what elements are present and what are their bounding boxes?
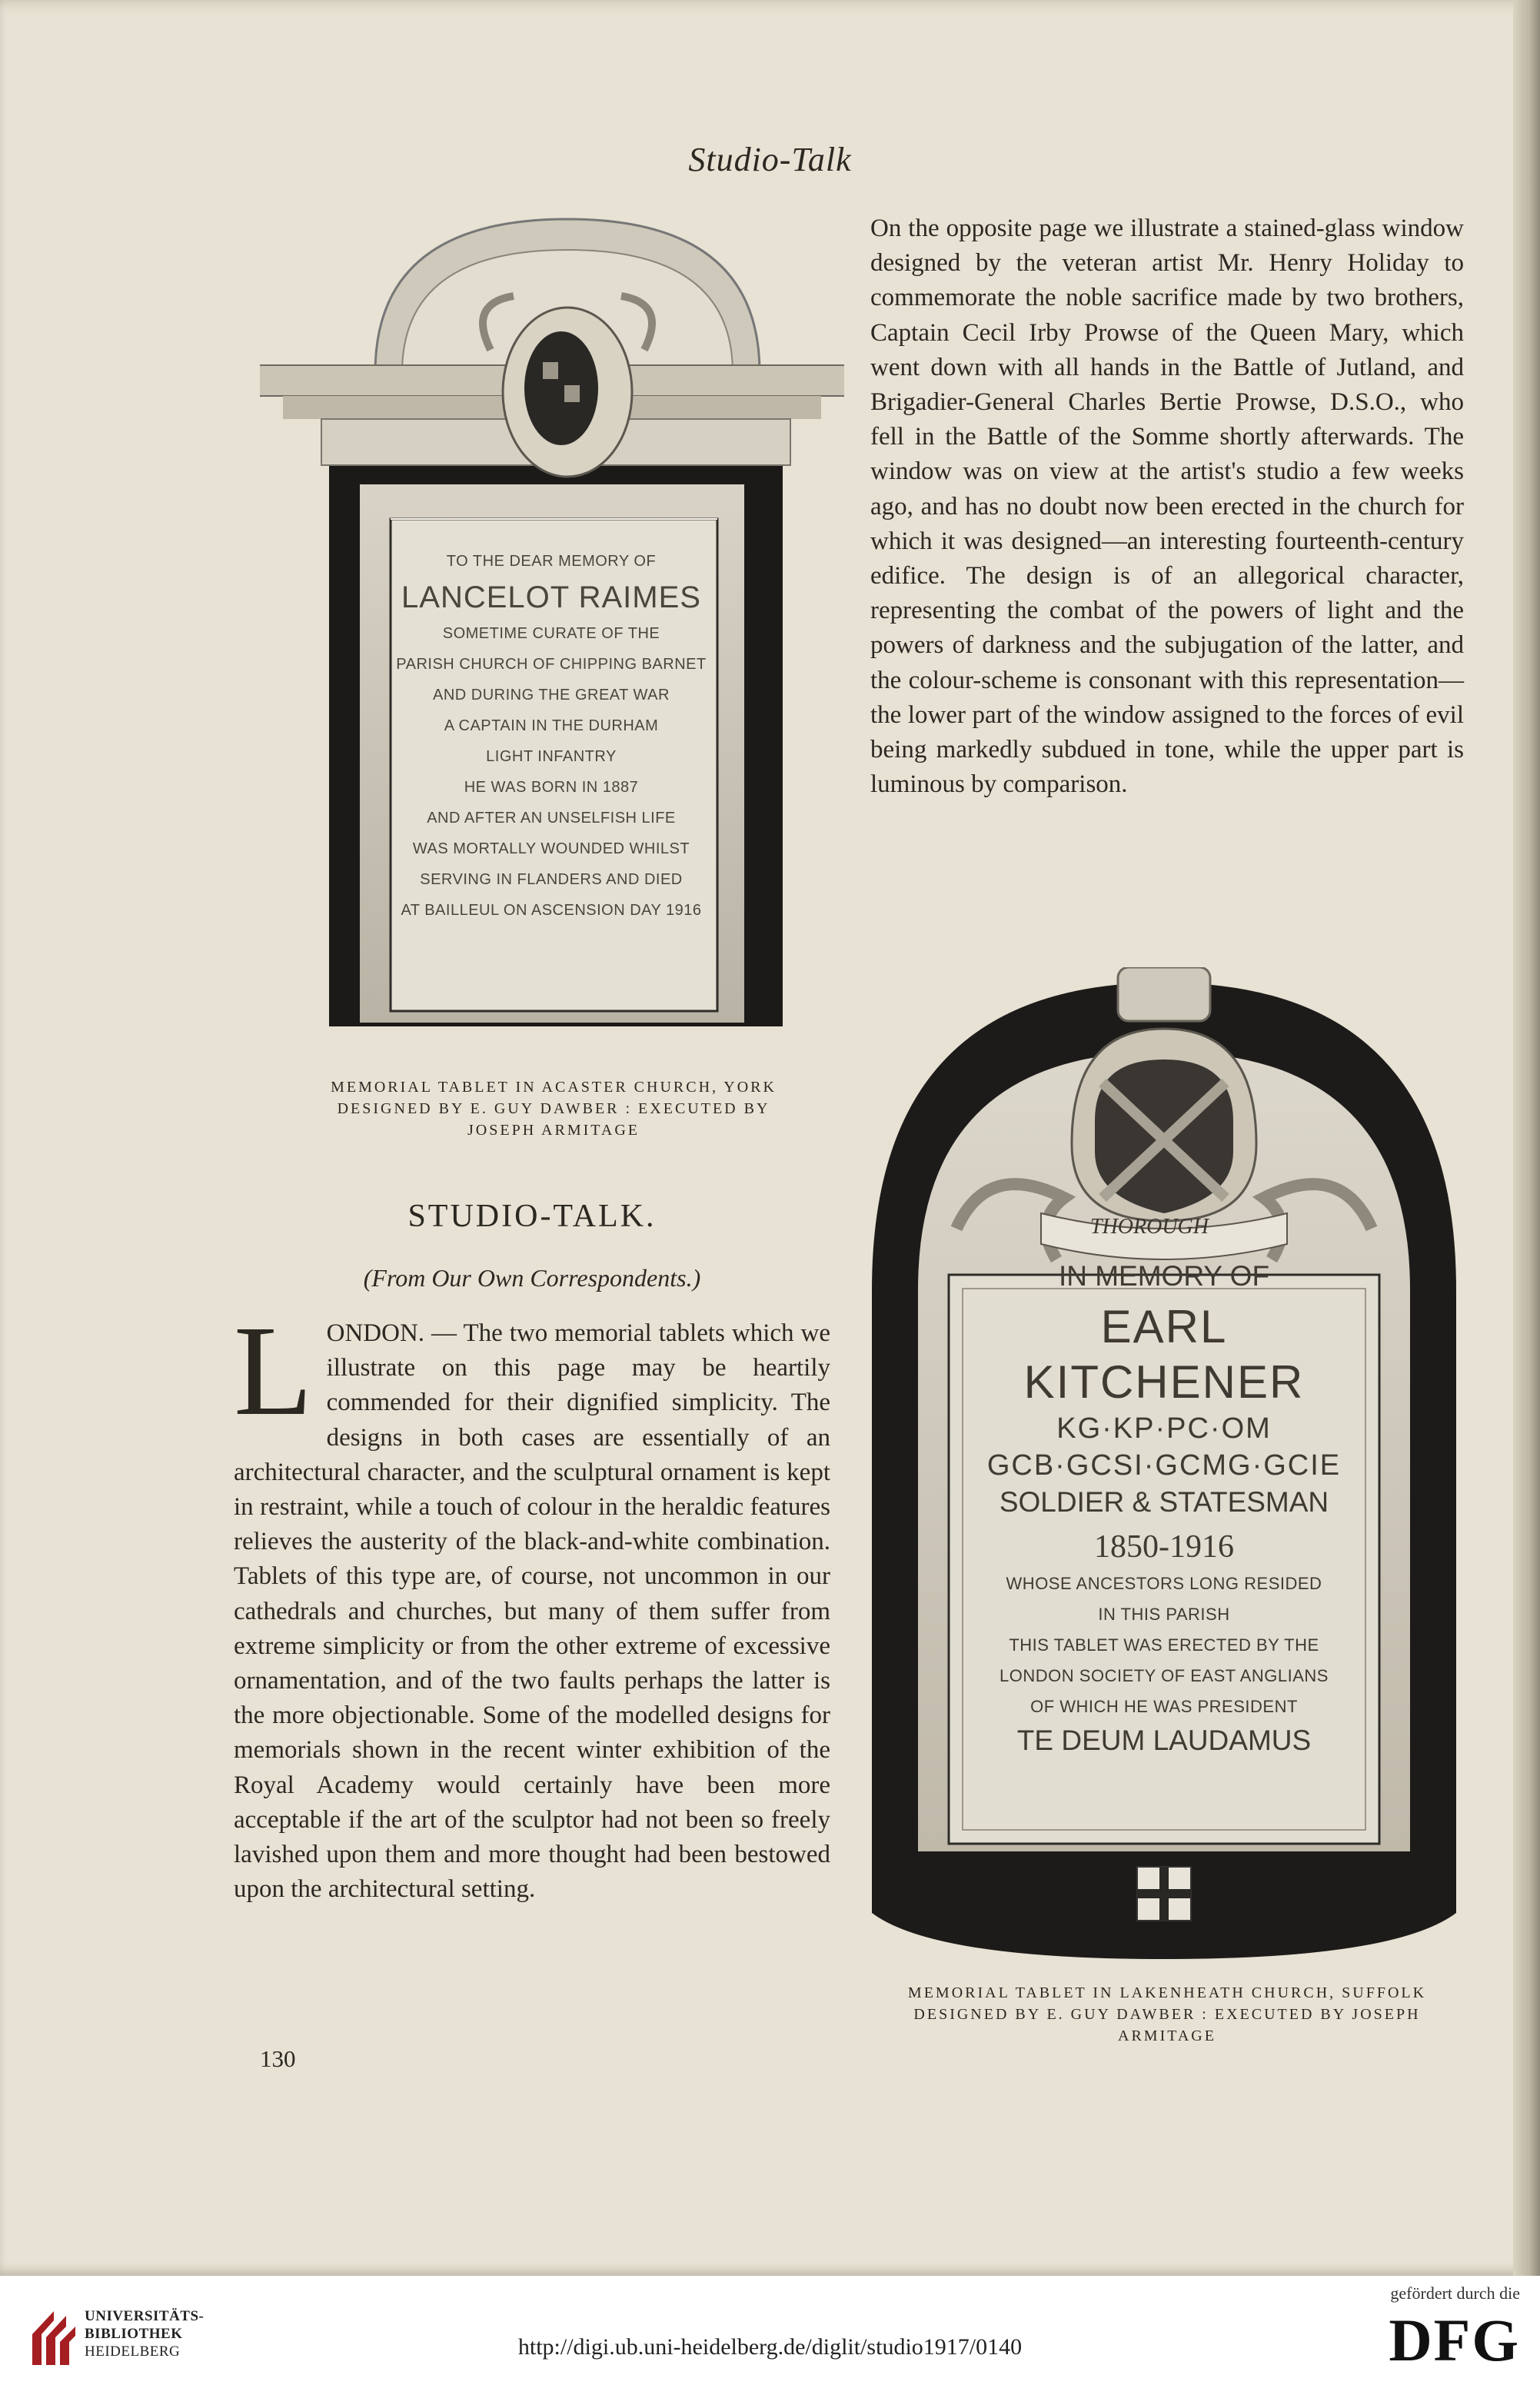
tablet-raimes-inscription <box>391 546 712 926</box>
caption-kitchener-tablet <box>870 1982 1464 2047</box>
digitization-footer <box>0 2276 1540 2385</box>
library-name-line: UNIVERSITÄTS- <box>85 2308 205 2324</box>
library-name-line: BIBLIOTHEK <box>85 2326 183 2342</box>
tablet-kitchener-inscription <box>972 1258 1356 1764</box>
library-name-line: HEIDELBERG <box>85 2343 181 2360</box>
inscription-line: TE DEUM LAUDAMUS <box>1016 1725 1312 1756</box>
inscription-name: LANCELOT RAIMES <box>401 580 701 614</box>
inscription-line: PARISH CHURCH OF CHIPPING BARNET <box>396 656 707 673</box>
inscription-name: EARL KITCHENER <box>1023 1301 1305 1408</box>
inscription-line: SERVING IN FLANDERS AND DIED <box>420 871 683 888</box>
caption-line: JOSEPH ARMITAGE <box>467 1122 640 1139</box>
caption-line: MEMORIAL TABLET IN LAKENHEATH CHURCH, SUFFOLK <box>907 1984 1427 2001</box>
inscription-line: TO THE DEAR MEMORY OF <box>446 553 657 570</box>
page-edge <box>1513 0 1540 2276</box>
inscription-line: WAS MORTALLY WOUNDED WHILST <box>412 840 690 857</box>
caption-line: DESIGNED BY E. GUY DAWBER : EXECUTED BY <box>337 1100 770 1117</box>
inscription-line: AND AFTER AN UNSELFISH LIFE <box>427 810 676 827</box>
right-column-paragraph: On the opposite page we illustrate a stained-glass window designed by the veteran artist Mr. Henry Holiday to commemorate the noble sacrifice made by two brothers, Captain Cecil Irby Prowse of the Queen Mary, which went down with all hands in the Battle of Jutland, and Brigadier-General Charles Bertie Prowse, D.S.O., who fell in the Battle of the Somme shortly afterwards. The window was on view at the artist's studio a few weeks ago, and has no doubt now been erected in the church for which it was designed—an interesting fourteenth-century edifice. The design is of an allegorical character, representing the combat of the powers of light and the powers of darkness and the subjugation of the latter, and the colour-scheme is consonant with this representation—the lower part of the window assigned to the forces of evil being markedly subdued in tone, while the upper part is luminous by comparison. <box>870 215 1464 799</box>
inscription-line: HE WAS BORN IN 1887 <box>464 779 639 796</box>
caption-raimes-tablet <box>261 1076 846 1141</box>
inscription-honours: GCB·GCSI·GCMG·GCIE <box>986 1449 1342 1482</box>
page-number: 130 <box>260 2045 296 2072</box>
tablet-motto: THOROUGH <box>1090 1215 1209 1239</box>
running-head: Studio-Talk <box>688 141 852 178</box>
left-paragraph-text: ONDON. — The two memorial tablets which we illustrate on this page may be heartily commended for their dignified simplicity. The designs in both cases are essentially of an architectural character, and the sculptural ornament is kept in restraint, while a touch of colour in the heraldic features relieves the austerity of the black-and-white combination. Tablets of this type are, of course, not uncommon in our cathedrals and churches, but many of them suffer from extreme simplicity or from the other extreme of excessive ornamentation, and of the two faults perhaps the latter is the more objectionable. Some of the modelled designs for memorials shown in the recent winter exhibition of the Royal Academy would certainly have been more acceptable if the art of the sculptor had not been so freely lavished upon them and more thought had been bestowed upon the architectural setting. <box>234 1319 830 1904</box>
inscription-line: OF WHICH HE WAS PRESIDENT <box>1030 1697 1298 1716</box>
inscription-line: A CAPTAIN IN THE DURHAM <box>444 717 659 734</box>
permalink-url[interactable]: http://digi.ub.uni-heidelberg.de/diglit/studio1917/0140 <box>517 2334 1023 2360</box>
inscription-honours: KG·KP·PC·OM <box>1056 1412 1272 1445</box>
inscription-line: THIS TABLET WAS ERECTED BY THE <box>1009 1635 1319 1655</box>
inscription-line: AT BAILLEUL ON ASCENSION DAY 1916 <box>401 902 702 919</box>
dfg-logo: DFG <box>1389 2307 1520 2373</box>
section-subtitle: (From Our Own Correspondents.) <box>363 1264 701 1292</box>
inscription-line: SOLDIER & STATESMAN <box>999 1486 1329 1518</box>
inscription-line: IN THIS PARISH <box>1098 1605 1230 1624</box>
inscription-line: WHOSE ANCESTORS LONG RESIDED <box>1006 1574 1322 1593</box>
inscription-line: LIGHT INFANTRY <box>486 748 617 765</box>
inscription-line: IN MEMORY OF <box>1058 1260 1270 1292</box>
memorial-tablet-kitchener-figure <box>872 967 1456 1959</box>
memorial-tablet-raimes-figure <box>260 211 844 1042</box>
left-column-paragraph <box>234 1299 830 1907</box>
caption-line: ARMITAGE <box>1118 2027 1216 2044</box>
inscription-line: LONDON SOCIETY OF EAST ANGLIANS <box>1000 1666 1329 1685</box>
inscription-line: AND DURING THE GREAT WAR <box>433 687 670 704</box>
caption-line: DESIGNED BY E. GUY DAWBER : EXECUTED BY JOSEPH <box>913 2006 1421 2023</box>
drop-cap: L <box>234 1299 313 1442</box>
inscription-dates: 1850-1916 <box>1094 1529 1234 1565</box>
caption-line: MEMORIAL TABLET IN ACASTER CHURCH, YORK <box>331 1079 777 1096</box>
inscription-line: SOMETIME CURATE OF THE <box>442 625 660 642</box>
funding-label: gefördert durch die <box>1390 2284 1520 2303</box>
section-title: STUDIO-TALK. <box>407 1199 657 1234</box>
